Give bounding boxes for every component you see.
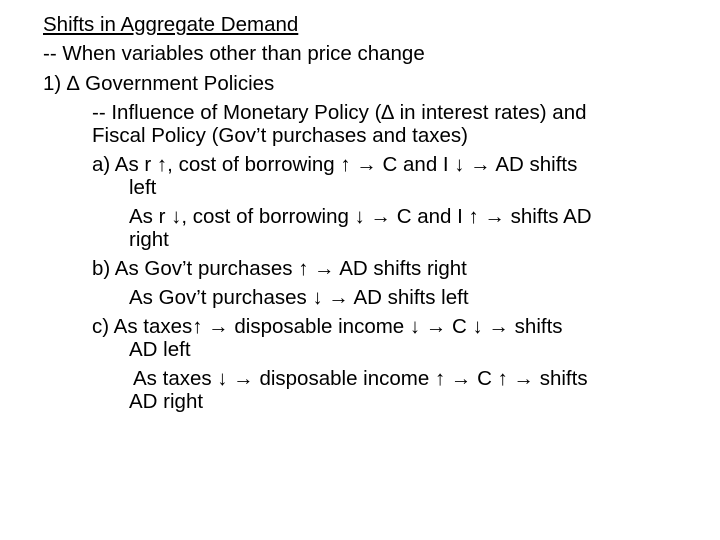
item-b-line2: As Gov’t purchases ↓ → AD shifts left	[129, 286, 469, 309]
item-c-line1: c) As taxes↑ → disposable income ↓ → C ↓ → shifts	[92, 315, 563, 338]
item-c-line3: As taxes ↓ → disposable income ↑ → C ↑ → shifts	[133, 367, 588, 390]
item-a-line1: a) As r ↑, cost of borrowing ↑ → C and I ↓ → AD shifts	[92, 153, 578, 176]
item-1-heading: 1) ∆ Government Policies	[43, 72, 275, 95]
item-1-detail-line1: -- Influence of Monetary Policy (∆ in interest rates) and	[92, 101, 587, 124]
item-a-line4: right	[129, 228, 169, 251]
item-a-line3: As r ↓, cost of borrowing ↓ → C and I ↑ → shifts AD	[129, 205, 592, 228]
item-c-line2: AD left	[129, 338, 191, 361]
item-c-line4: AD right	[129, 390, 204, 413]
slide-title: Shifts in Aggregate Demand	[43, 13, 299, 36]
bullet-intro: -- When variables other than price change	[43, 42, 425, 65]
item-b-line1: b) As Gov’t purchases ↑ → AD shifts right	[92, 257, 467, 280]
item-1-detail-line2: Fiscal Policy (Gov’t purchases and taxes)	[92, 124, 468, 147]
item-a-line2: left	[129, 176, 157, 199]
